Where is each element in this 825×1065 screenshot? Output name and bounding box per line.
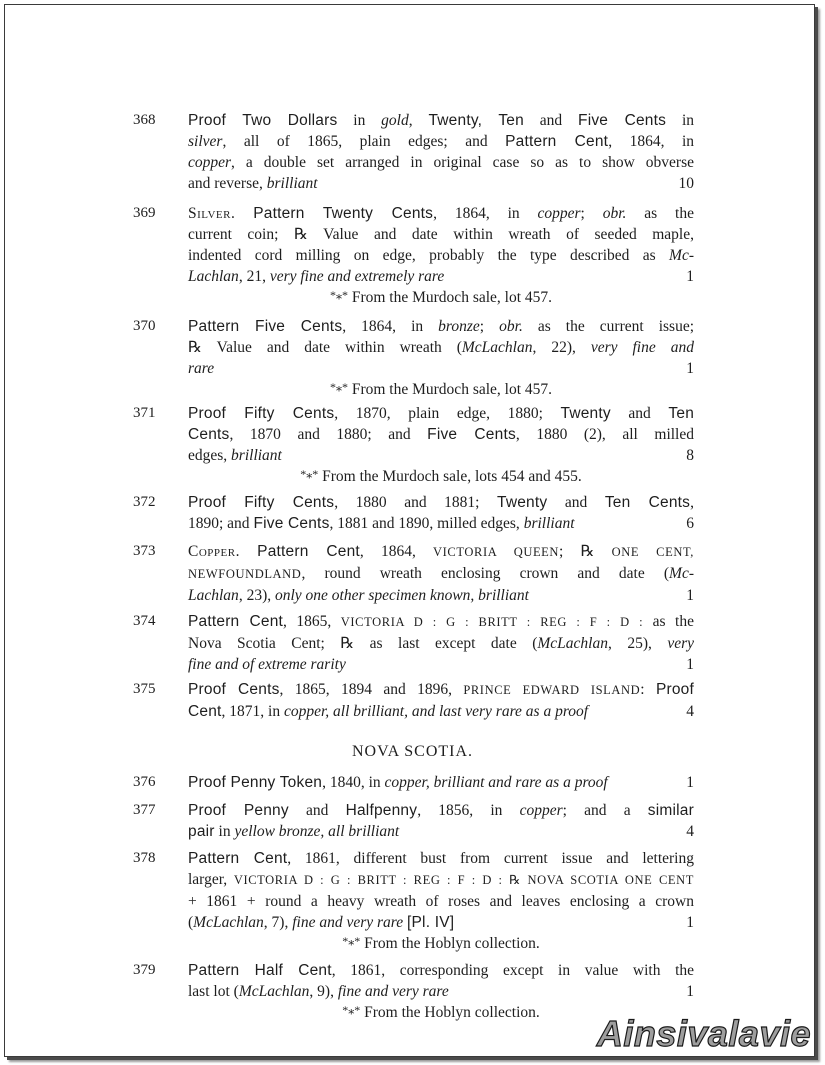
text-run: obr. [499,318,523,335]
section-heading: NOVA SCOTIA. [351,743,474,760]
note-text: From the Murdoch sale, lots 454 and 455. [318,468,582,485]
text-run: yellow bronze, all brilliant [234,823,400,840]
lot-price: 8 [686,447,694,464]
note-text: From the Murdoch sale, lot 457. [347,381,553,398]
text-run: McLachlan [193,914,264,931]
text-run: Proof Cents [188,681,280,698]
description-line [188,960,694,981]
lot-price: 4 [686,703,694,720]
description-line [188,492,694,513]
description-line [188,541,694,563]
text-run: , all of 1865, plain edges; and [222,133,506,150]
text-run: , 1864, in [342,318,439,335]
text-run: fine and very rare [292,914,404,931]
description-line [188,654,694,675]
description-line [188,848,694,869]
text-run: very fine and extremely rare [269,268,445,285]
text-run: fine and very rare [337,983,449,1000]
text-run: , 21, [238,268,270,285]
text-run: very fine and [590,339,694,356]
lot-price: 1 [686,360,694,377]
description-line [188,403,694,424]
lot-number: 378 [133,850,156,866]
text-run: , 22), [532,339,591,356]
text-run: , 1864, in [433,205,538,222]
lot-number: 372 [133,494,156,510]
text-run: rare [188,360,215,377]
text-run: very [667,635,694,652]
text-run: , 23), [238,587,275,604]
text-run: larger, [188,871,234,888]
description-line [188,131,694,152]
text-run: bronze [438,318,480,335]
lot-description [188,492,694,534]
description-line [188,772,694,793]
lot-price: 1 [686,656,694,673]
text-run: Twenty [497,494,548,511]
lot-description [188,541,694,606]
text-run: Proof Fifty Cents [188,494,335,511]
text-run: ( [188,914,194,931]
text-run: copper [537,205,581,222]
description-line [188,358,694,379]
text-run: McLachlan [537,635,608,652]
text-run [235,205,253,222]
text-run: and [523,112,579,129]
text-run: in [214,823,235,840]
note-text: From the Murdoch sale, lot 457. [347,289,553,306]
text-run: pair [188,823,215,840]
text-run: as the [626,205,694,222]
lot-price: 1 [686,774,694,791]
lot-description [188,403,694,488]
text-run: Pattern Cent [188,613,284,630]
lot-number: 375 [133,681,156,697]
text-run: , 1870 and 1880; and [229,426,428,443]
text-run: and [610,405,669,422]
lot-price: 4 [686,823,694,840]
text-run: Silver. [188,205,236,222]
lot-description [188,800,694,842]
description-line [188,513,694,534]
text-run: and reverse, [188,175,267,192]
text-run: McLachlan [461,339,533,356]
lot-price: 1 [686,587,694,604]
lot-number: 377 [133,802,156,818]
text-run: Proof [655,681,695,698]
description-line [188,224,694,245]
lot-number: 373 [133,543,156,559]
text-run: , a double set arranged in original case so as to show obverse [231,154,694,171]
text-run: last lot ( [188,983,239,1000]
lot-number: 376 [133,774,156,790]
text-run: : [640,681,656,698]
lot-number: 368 [133,112,156,128]
lot-number: 370 [133,318,156,334]
text-run: 1890; and [188,515,254,532]
text-run: ; and a [562,802,648,819]
description-line [188,679,694,701]
text-run: Ten Cents [604,494,691,511]
text-run: as the [643,613,694,630]
asterism-icon: *⁎* [329,380,348,394]
asterism-icon: *⁎* [342,934,361,948]
lot-description [188,611,694,675]
text-run: ; ℞ [559,543,612,560]
text-run: , 1865, [283,613,341,630]
text-run: current coin; ℞ Value and date within wreath of seeded maple, [188,226,694,243]
description-line [188,701,694,722]
description-line [188,981,694,1002]
asterism-icon: *⁎* [300,467,319,481]
text-run: Mc- [669,565,694,582]
lot-price: 1 [686,914,694,931]
description-line [188,611,694,633]
lot-description [188,316,694,401]
text-run: McLachlan [238,983,310,1000]
text-run: , round wreath enclosing crown and date ( [301,565,670,582]
text-run: , 9), [309,983,338,1000]
text-run: , 1880 (2), all milled [515,426,694,443]
text-run: , 1865, 1894 and 1896, [279,681,464,698]
text-run: ; [479,318,500,335]
text-run: brilliant [523,515,575,532]
text-run: Proof Two Dollars [188,112,338,129]
provenance-note [188,379,694,401]
text-run: Halfpenny [345,802,418,819]
text-run: , 1861, corresponding except in value with the [331,962,694,979]
text-run: , 1864, [359,543,434,560]
text-run: , [690,494,694,511]
provenance-note [188,466,694,488]
asterism-icon: *⁎* [329,288,348,302]
text-run: Pattern Twenty Cents [253,205,434,222]
text-run: Lachlan [188,268,239,285]
lot-description [188,679,694,722]
text-run: Five Cents [253,515,330,532]
text-run: , [408,112,429,129]
text-run: Pattern Cent [188,850,288,867]
text-run: Five Cents [427,426,516,443]
text-run: Twenty [560,405,611,422]
text-run: similar [647,802,694,819]
lot-number: 374 [133,613,156,629]
text-run: edges, [188,447,232,464]
text-run: silver [188,133,223,150]
lot-description [188,110,694,194]
text-run: Five Cents [578,112,667,129]
text-run: , 1880 and 1881; [334,494,498,511]
provenance-note [188,287,694,309]
text-run: NEWFOUNDLAND [188,567,302,581]
text-run: Nova Scotia Cent; ℞ as last except date ( [188,635,538,652]
text-run: [Pl. IV] [407,914,455,931]
description-line [188,266,694,287]
text-run: Proof Fifty Cents [188,405,335,422]
lot-description [188,772,694,793]
text-run: , 1840, in [322,774,385,791]
text-run: copper [519,802,563,819]
text-run: Pattern Half Cent [188,962,332,979]
text-run: gold [381,112,409,129]
text-run: only one other specimen known, brilliant [274,587,529,604]
text-run: brilliant [231,447,282,464]
lot-number: 369 [133,205,156,221]
text-run: brilliant [266,175,318,192]
text-run: ; [580,205,603,222]
text-run: Cent [188,703,222,720]
description-line [188,912,694,933]
lot-price: 1 [686,268,694,285]
text-run: , 1871, in [221,703,284,720]
text-run: and [288,802,346,819]
text-run: Cents [188,426,230,443]
text-run: Twenty, Ten [428,112,524,129]
description-line [188,800,694,821]
text-run [240,543,257,560]
description-line [188,445,694,466]
text-run: indented cord milling on edge, probably the type described as [188,247,670,264]
text-run: copper, all brilliant, and last very rare as a proof [283,703,589,720]
text-run: Copper. [188,543,240,560]
description-line [188,869,694,891]
note-text: From the Hoblyn collection. [360,1004,540,1021]
text-run: , 25), [607,635,668,652]
text-run: Proof Penny Token [188,774,323,791]
text-run: , 1861, different bust from current issue and lettering [287,850,694,867]
text-run: , 1870, plain edge, 1880; [334,405,561,422]
lot-number: 379 [133,962,156,978]
text-run: Lachlan [188,587,239,604]
text-run: VICTORIA D : G : BRITT : REG : F : D : [340,615,644,629]
text-run: ONE CENT, [611,545,695,559]
lot-description [188,203,694,309]
text-run: obr. [602,205,627,222]
description-line [188,633,694,654]
text-run: , 1864, in [608,133,695,150]
text-run: fine and of extreme rarity [188,656,346,673]
text-run: ℞ Value and date within wreath ( [188,339,462,356]
description-line [188,152,694,173]
text-run: in [337,112,382,129]
text-run: Ten [668,405,695,422]
description-line [188,203,694,224]
description-line [188,245,694,266]
watermark: Ainsivalavie [596,1013,811,1054]
provenance-note [188,933,694,955]
text-run: Proof Penny [188,802,289,819]
description-line [188,173,694,194]
asterism-icon: *⁎* [342,1003,361,1017]
text-run: Mc- [669,247,694,264]
lot-price: 1 [686,983,694,1000]
description-line [188,316,694,337]
text-run: in [666,112,695,129]
description-line [188,337,694,358]
lot-number: 371 [133,405,156,421]
description-line [188,821,694,842]
lot-price: 10 [678,175,694,192]
text-run: Pattern Cent [257,543,360,560]
text-run: Pattern Five Cents [188,318,343,335]
text-run: copper [188,154,232,171]
text-run: VICTORIA QUEEN [433,545,560,559]
text-run: Pattern Cent [505,133,609,150]
lot-price: 6 [686,515,694,532]
text-run: copper, brilliant and rare as a proof [384,774,608,791]
text-run: as the current issue; [522,318,694,335]
text-run: , 1881 and 1890, milled edges, [329,515,524,532]
note-text: From the Hoblyn collection. [360,935,540,952]
text-run: , 1856, in [417,802,520,819]
text-run: + 1861 + round a heavy wreath of roses and leaves enclosing a crown [188,893,694,910]
text-run: , 7), [263,914,293,931]
text-run: VICTORIA D : G : BRITT : REG : F : D : ℞ NOVA SCOTIA ONE CENT [233,873,694,887]
description-line [188,563,694,585]
description-line [188,424,694,445]
text-run: and [547,494,605,511]
description-line [188,585,694,606]
lot-description [188,848,694,955]
text-run: PRINCE EDWARD ISLAND [463,683,641,697]
description-line [188,891,694,912]
description-line [188,110,694,131]
